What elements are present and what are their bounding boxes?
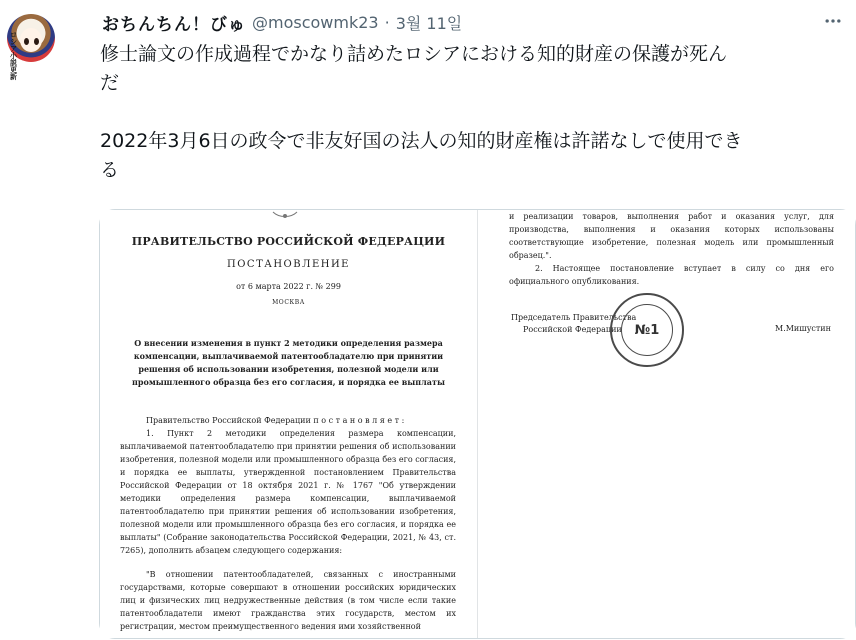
avatar-text: ロシア小説更新	[10, 31, 17, 81]
avatar[interactable]	[7, 14, 55, 81]
document-city: МОСКВА	[272, 299, 305, 306]
signer-line-1: Председатель Правительства	[511, 313, 637, 322]
document-title: О внесении изменения в пункт 2 методики определения размера компенсации, выплачиваемой патентообладателю при принятии решения об использовании изобретения, полезной модели или промышленного образца без его согласия, и порядка ее выплаты	[132, 338, 445, 387]
coat-of-arms-icon	[255, 210, 315, 220]
document-point-1: 1. Пункт 2 методики определения размера компенсации, выплачиваемой патентообладателю при принятии решения об использовании изобретения, полезной модели или промышленного образца без его согласия, и порядка ее выплаты, утвержденной постановлением Правительства Российской Федерации от 18 октября 2021 г. № 1767 "Об утверждении методики определения размера компенсации, выплачиваемой патентообладателю при принятии решения об использовании изобретения, полезной модели или промышленного образца без его согласия, и порядка ее выплаты" (Собрание законодательства Российской Федерации, 2021, № 43, ст. 7265), дополнить абзацем следующего содержания:	[120, 429, 456, 555]
post-text-line-4: る	[100, 159, 120, 181]
post-text	[100, 40, 848, 185]
official-seal	[610, 293, 684, 367]
signer-line-2: Российской Федерации	[523, 325, 622, 334]
document-date-number: от 6 марта 2022 г. № 299	[236, 282, 341, 291]
document-right-text-1: и реализации товаров, выполнения работ и оказания услуг, для производства, выполнения и оказания которых использованы соответствующие изобретение, полезная модель или промышленный образец.".	[509, 212, 834, 260]
post-date[interactable]: 3월 11일	[395, 13, 463, 33]
post-header	[102, 8, 462, 36]
seal-number: №1	[634, 322, 660, 338]
document-preamble: Правительство Российской Федерации п о с т а н о в л я е т :	[146, 416, 405, 425]
post-text-line-3: 2022年3月6日の政令で非友好国の法人の知的財産権は許諾なしで使用でき	[100, 130, 743, 152]
document-page-left	[100, 210, 477, 638]
media-image[interactable]	[99, 209, 856, 639]
signer-name: М.Мишустин	[775, 324, 831, 333]
more-horizontal-icon	[823, 11, 843, 31]
more-options-button[interactable]	[820, 8, 846, 34]
post-text-line-1: 修士論文の作成過程でかなり詰めたロシアにおける知的財産の保護が死ん	[100, 43, 728, 65]
separator-dot: ·	[384, 12, 390, 32]
avatar-eye-left	[24, 38, 29, 45]
post-text-line-2: だ	[100, 72, 120, 94]
document-heading: ПРАВИТЕЛЬСТВО РОССИЙСКОЙ ФЕДЕРАЦИИ	[131, 235, 446, 248]
avatar-eye-right	[34, 38, 39, 45]
document-right-text-2: 2. Настоящее постановление вступает в силу со дня его официального опубликования.	[509, 264, 834, 286]
document-quote: "В отношении патентообладателей, связанных с иностранными государствами, которые совершают в отношении российских юридических лиц и физических лиц недружественные действия (в том числе если такие патентообладатели имеют гражданства этих государств, местом их регистрации, местом преимущественного ведения ими хозяйственной	[120, 570, 456, 631]
post-text-gap	[100, 98, 848, 127]
document-page-right	[478, 210, 855, 638]
user-handle[interactable]: @moscowmk23	[252, 12, 379, 32]
document-subheading: ПОСТАНОВЛЕНИЕ	[227, 259, 350, 270]
display-name[interactable]: おちんちん！びゅ	[102, 14, 246, 35]
